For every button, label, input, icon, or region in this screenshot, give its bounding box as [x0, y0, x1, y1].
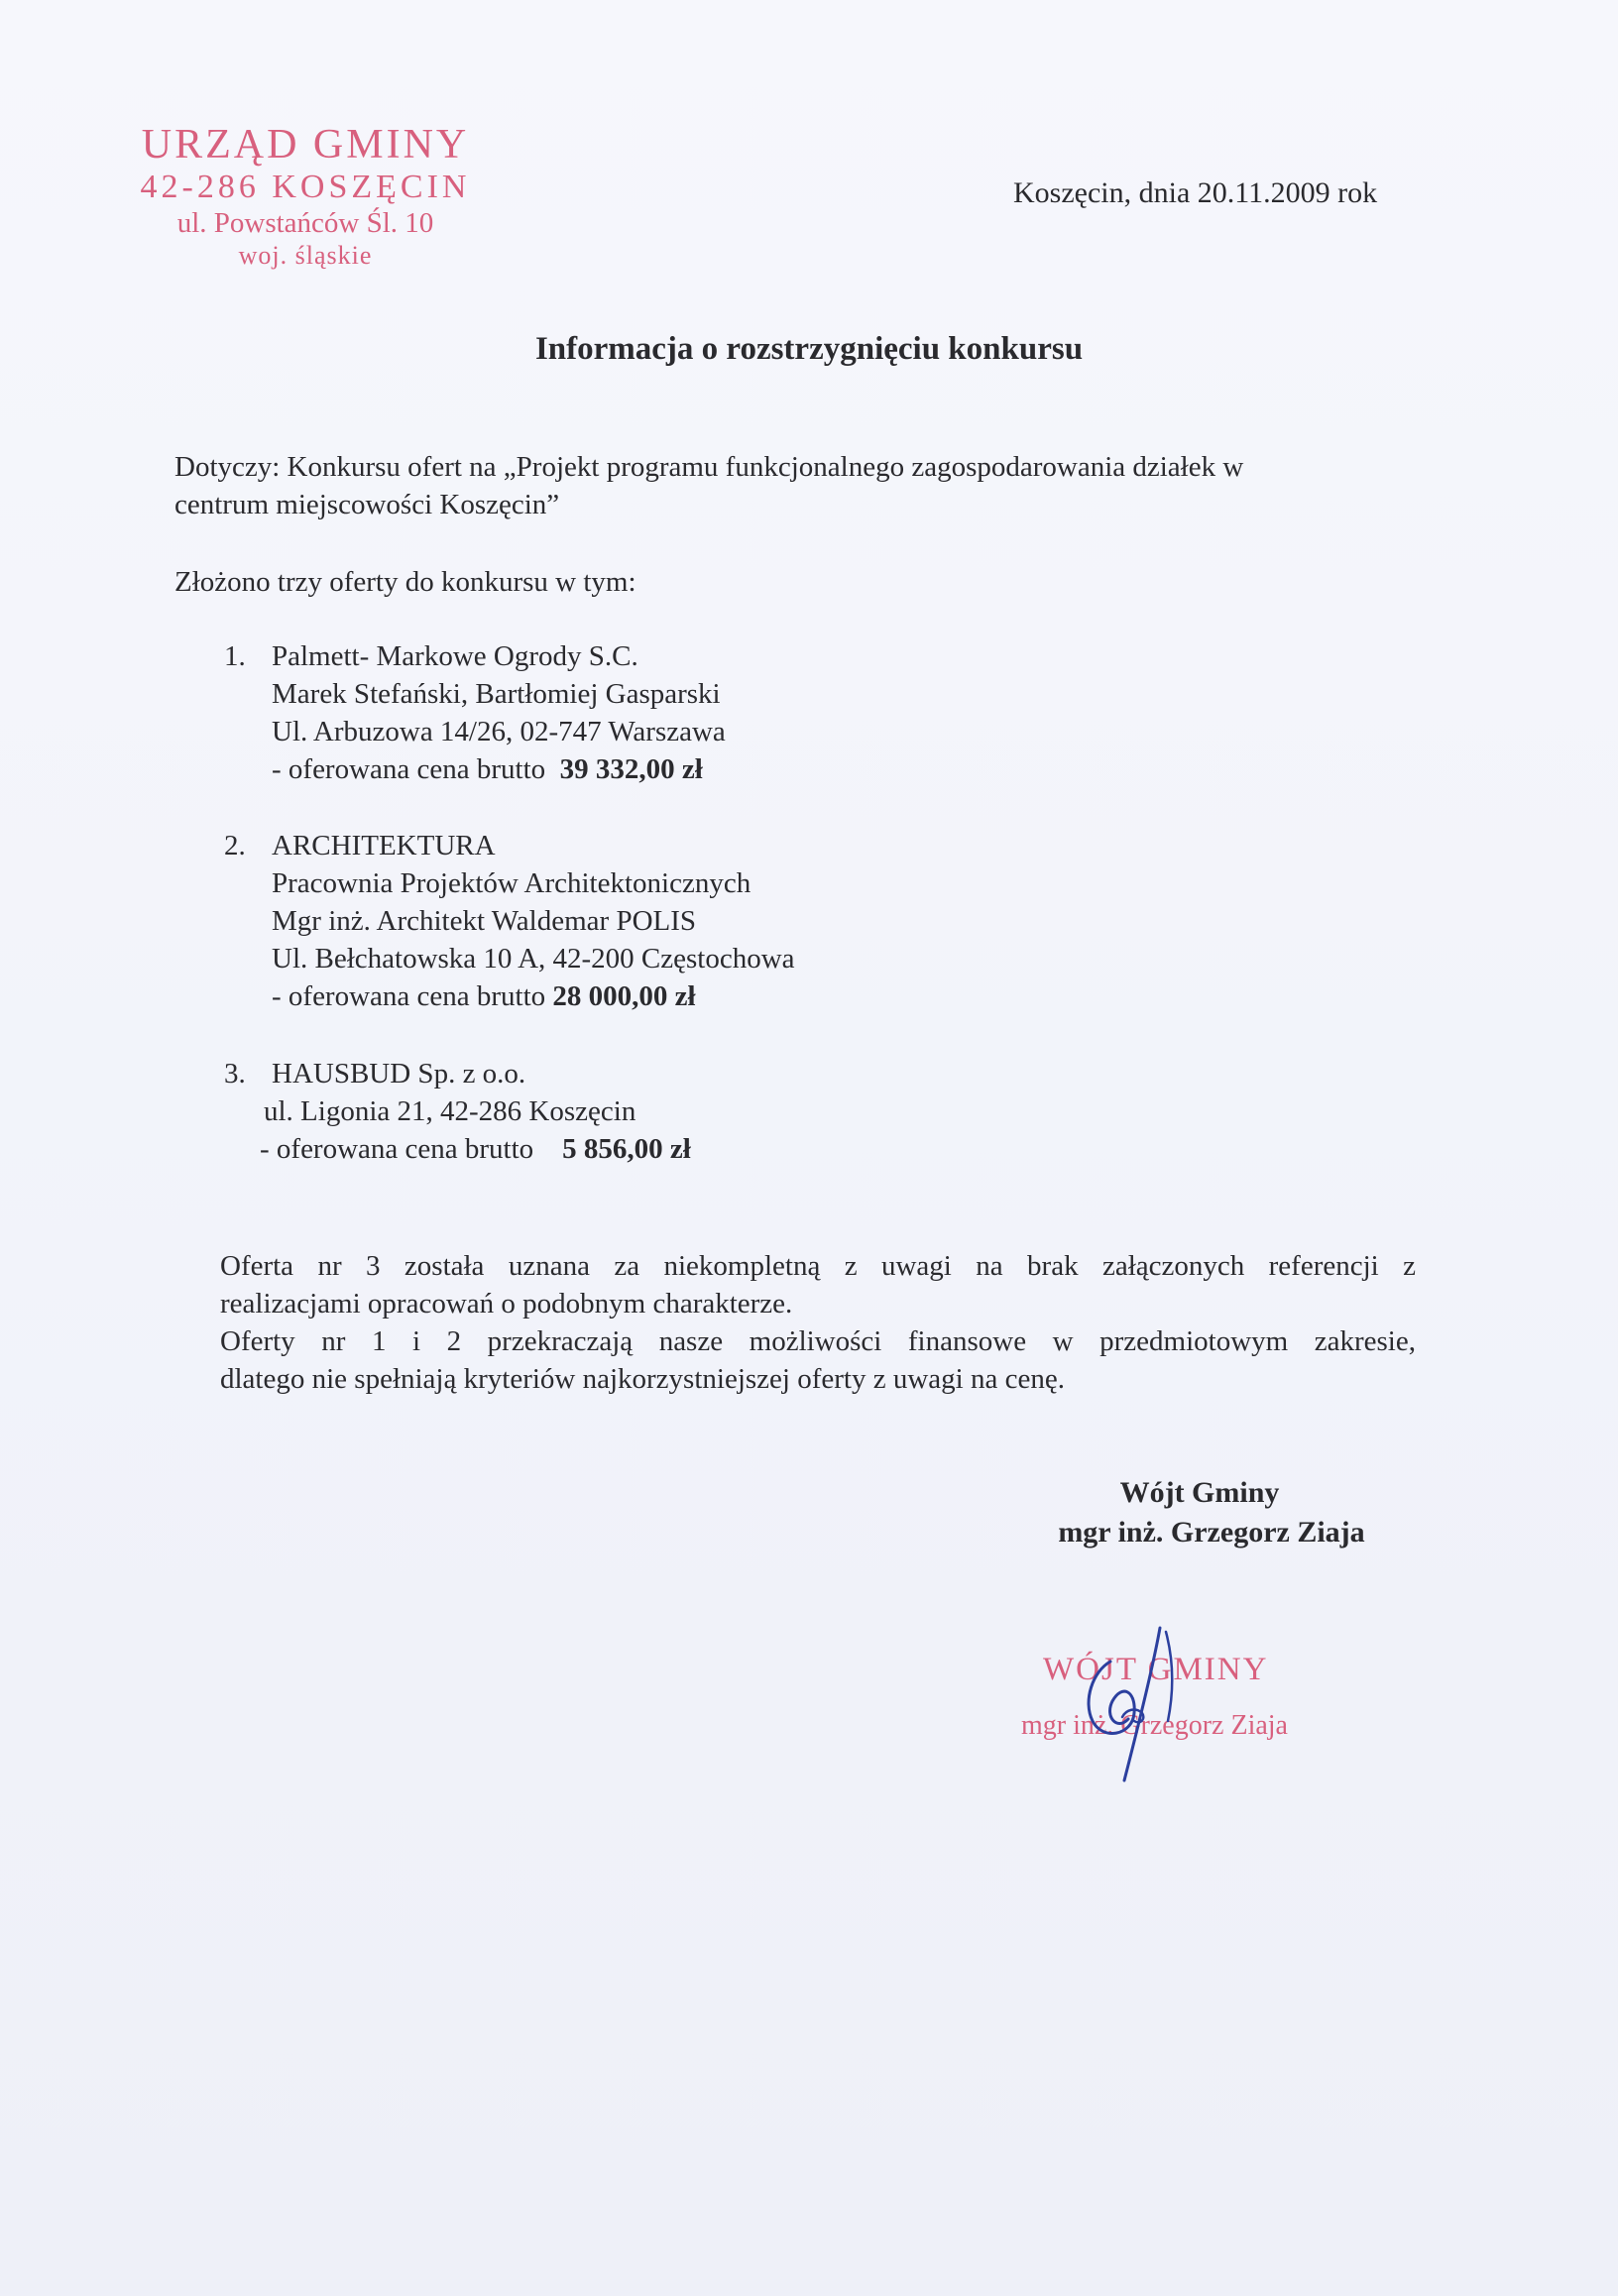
offer-line: Pracownia Projektów Architektonicznych — [272, 867, 751, 899]
conclusion-p2-line2: dlatego nie spełniają kryteriów najkorzystniejszej oferty z uwagi na cenę. — [220, 1363, 1065, 1395]
offer-number: 2. — [224, 830, 246, 861]
document-title: Informacja o rozstrzygnięciu konkursu — [534, 331, 1084, 367]
offer-line: Ul. Bełchatowska 10 A, 42-200 Częstochowa — [272, 943, 795, 975]
offer-item-3 — [224, 1055, 691, 1168]
offer-item-2 — [224, 827, 795, 1015]
offer-line: ARCHITEKTURA — [272, 830, 496, 861]
price-label: - oferowana cena brutto — [272, 753, 546, 785]
signature-stamp-name: mgr inż. Grzegorz Ziaja — [1021, 1710, 1288, 1741]
price-label: - oferowana cena brutto — [272, 980, 546, 1012]
subject-line-2: centrum miejscowości Koszęcin” — [174, 489, 560, 520]
signature-stamp-title: WÓJT GMINY — [1043, 1652, 1269, 1687]
offer-line: Marek Stefański, Bartłomiej Gasparski — [272, 678, 721, 710]
offer-item-1 — [224, 637, 726, 788]
document-date: Koszęcin, dnia 20.11.2009 rok — [1013, 176, 1378, 209]
handwritten-signature-icon — [1063, 1622, 1192, 1790]
price-label: - oferowana cena brutto — [260, 1133, 534, 1165]
offer-line: ul. Ligonia 21, 42-286 Koszęcin — [264, 1095, 636, 1127]
offer-price-line — [272, 977, 795, 1015]
stamp-postal-city: 42-286 KOSZĘCIN — [140, 169, 471, 205]
offer-line: Ul. Arbuzowa 14/26, 02-747 Warszawa — [272, 716, 726, 747]
offer-number: 3. — [224, 1058, 246, 1090]
offer-price-line — [272, 750, 726, 788]
offer-price: 5 856,00 zł — [562, 1133, 691, 1165]
offer-number: 1. — [224, 640, 246, 672]
offer-line: Mgr inż. Architekt Waldemar POLIS — [272, 905, 697, 937]
conclusion-p1-line2: realizacjami opracowań o podobnym charakterze. — [220, 1288, 793, 1320]
offer-price: 28 000,00 zł — [552, 980, 696, 1012]
stamp-voivodeship: woj. śląskie — [238, 241, 373, 270]
signatory-role: Wójt Gminy — [1119, 1476, 1280, 1509]
conclusion-p2-line1: Oferty nr 1 i 2 przekraczają nasze możliwości finansowe w przedmiotowym zakresie, — [220, 1325, 1416, 1357]
office-stamp — [117, 121, 494, 272]
offer-price: 39 332,00 zł — [559, 753, 703, 785]
stamp-office-name: URZĄD GMINY — [141, 122, 470, 168]
subject-line-1: Dotyczy: Konkursu ofert na „Projekt programu funkcjonalnego zagospodarowania działek w — [174, 451, 1244, 483]
offer-line: HAUSBUD Sp. z o.o. — [272, 1058, 526, 1090]
intro-text: Złożono trzy oferty do konkursu w tym: — [174, 566, 636, 598]
conclusion-p1-line1: Oferta nr 3 została uznana za niekompletną z uwagi na brak załączonych referencji z — [220, 1250, 1416, 1282]
offer-line: Palmett- Markowe Ogrody S.C. — [272, 640, 638, 672]
signatory-name: mgr inż. Grzegorz Ziaja — [1058, 1516, 1365, 1549]
offer-price-line — [260, 1130, 691, 1168]
stamp-street: ul. Powstańców Śl. 10 — [176, 207, 434, 239]
